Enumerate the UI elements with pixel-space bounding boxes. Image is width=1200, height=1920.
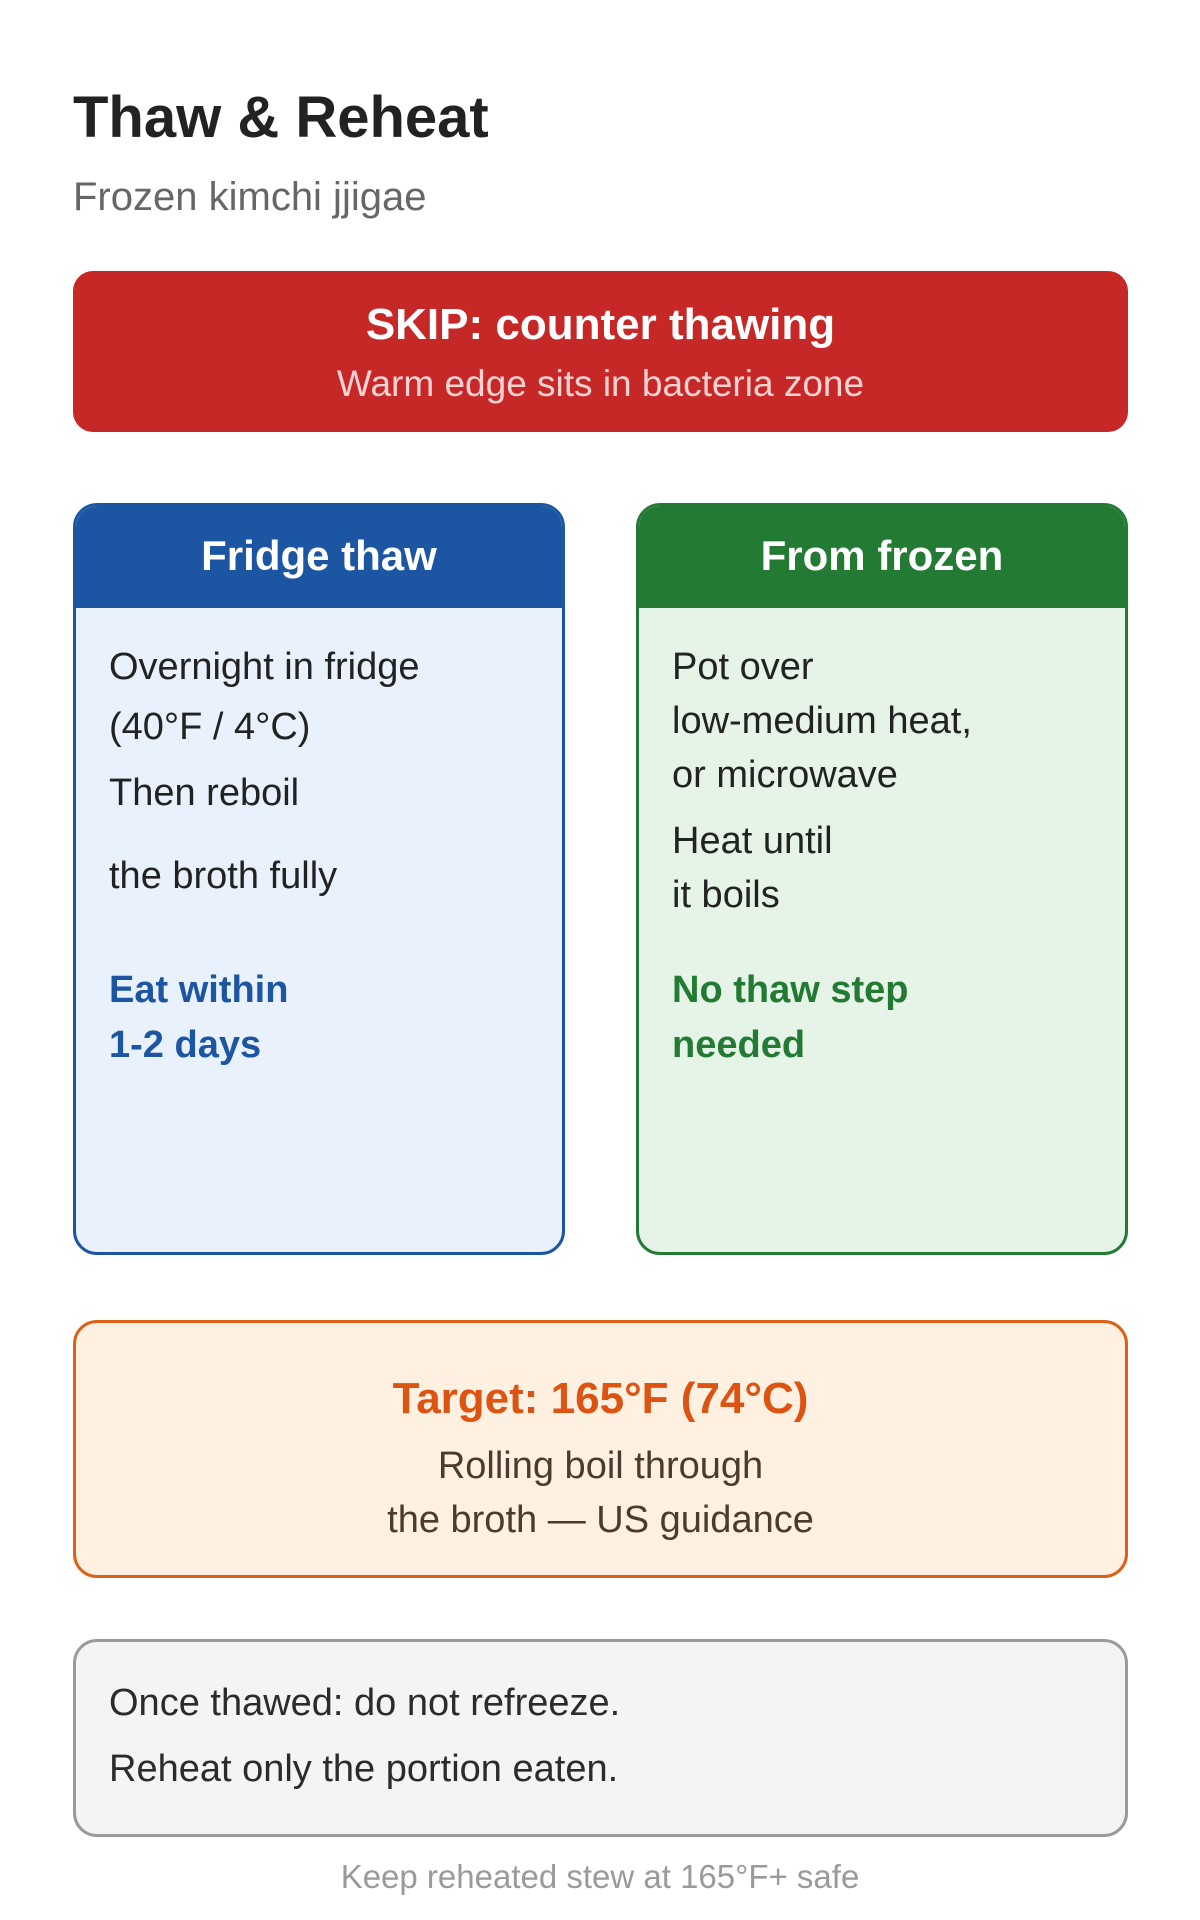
card-line: (40°F / 4°C) xyxy=(109,706,311,748)
target-line: the broth — US guidance xyxy=(387,1499,814,1541)
card-highlight: No thaw step xyxy=(672,969,909,1011)
target-line: Rolling boil through xyxy=(437,1445,764,1487)
target-temperature-box xyxy=(73,1320,1128,1578)
target-title: Target: 165°F (74°C) xyxy=(392,1374,809,1423)
card-line: Then reboil xyxy=(109,772,300,814)
note-line: Once thawed: do not refreeze. xyxy=(109,1682,621,1724)
warning-title: SKIP: counter thawing xyxy=(365,300,836,349)
card-line: it boils xyxy=(672,874,780,916)
card-line: the broth fully xyxy=(109,855,338,897)
from-frozen-card xyxy=(636,503,1128,1255)
warning-banner xyxy=(73,271,1128,432)
card-line: Pot over xyxy=(672,646,814,688)
card-line: or microwave xyxy=(672,754,898,796)
footer-text: Keep reheated stew at 165°F+ safe xyxy=(340,1858,860,1895)
card-line: Heat until xyxy=(672,820,833,862)
card-highlight: Eat within xyxy=(109,969,289,1011)
fridge-thaw-card-body xyxy=(109,608,542,1252)
from-frozen-card-body xyxy=(672,608,1105,1252)
note-box xyxy=(73,1639,1128,1837)
fridge-thaw-card xyxy=(73,503,565,1255)
page-title: Thaw & Reheat xyxy=(73,85,489,150)
card-highlight: needed xyxy=(672,1024,806,1066)
fridge-thaw-card-title: Fridge thaw xyxy=(76,506,562,608)
note-line: Reheat only the portion eaten. xyxy=(109,1748,619,1790)
card-line: low-medium heat, xyxy=(672,700,972,742)
card-line: Overnight in fridge xyxy=(109,646,420,688)
card-highlight: 1-2 days xyxy=(109,1024,262,1066)
page-subtitle: Frozen kimchi jjigae xyxy=(73,175,427,219)
warning-subtitle: Warm edge sits in bacteria zone xyxy=(336,363,865,404)
from-frozen-card-title: From frozen xyxy=(639,506,1125,608)
